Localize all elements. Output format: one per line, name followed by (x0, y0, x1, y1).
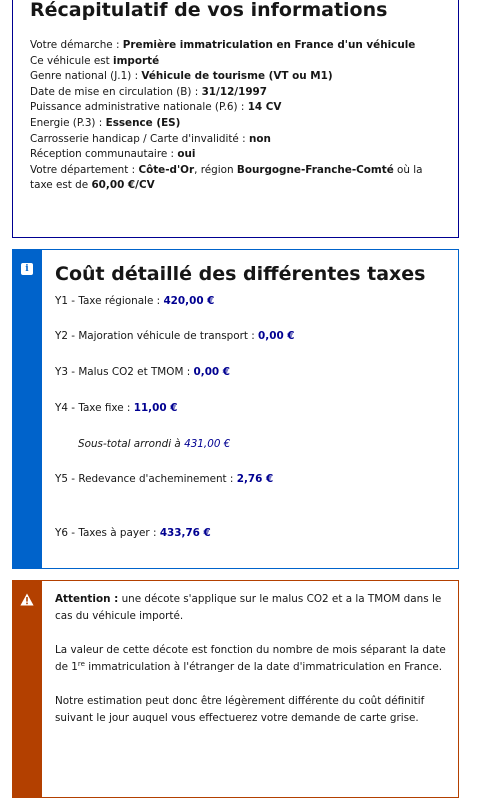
tax-row-y4: Y4 - Taxe fixe : 11,00 € (55, 402, 178, 414)
subtotal-row: Sous-total arrondi à 431,00 € (78, 438, 231, 450)
demarche-line: Votre démarche : Première immatriculation en France d'un véhicule (30, 39, 416, 51)
warning-panel (12, 580, 459, 798)
warning-band (12, 580, 42, 798)
region-value: Bourgogne-Franche-Comté (236, 163, 394, 176)
warning-paragraph-3: Notre estimation peut donc être légèrement différente du coût définitif suivant le jour auquel vous effectuerez votre demande de carte grise. (55, 695, 425, 724)
tax-rate-value: 60,00 €/CV (91, 179, 155, 192)
handicap-line: Carrosserie handicap / Carte d'invalidité : non (30, 132, 271, 145)
warning-paragraph-1: Attention : une décote s'applique sur le malus CO2 et a la TMOM dans le cas du véhicule importé. (55, 593, 442, 622)
departement-value: Côte-d'Or (138, 163, 195, 176)
tax-detail-title: Coût détaillé des différentes taxes (55, 263, 426, 285)
tax-row-y6: Y6 - Taxes à payer : 433,76 € (55, 527, 211, 539)
tax-detail-panel (12, 249, 459, 569)
summary-panel (12, 0, 459, 238)
tax-value-y1: 420,00 € (163, 295, 215, 307)
info-band (12, 249, 42, 569)
tax-value-y4: 11,00 € (133, 402, 178, 414)
tax-row-y3: Y3 - Malus CO2 et TMOM : 0,00 € (55, 366, 230, 378)
reception-line: Réception communautaire : oui (30, 148, 196, 161)
subtotal-value: 431,00 € (184, 438, 231, 450)
demarche-value: Première immatriculation en France d'un véhicule (122, 39, 416, 51)
attention-label: Attention : (55, 593, 119, 605)
tax-value-y5: 2,76 € (236, 473, 274, 485)
warning-paragraph-2: La valeur de cette décote est fonction du nombre de mois séparant la date de 1re immatriculation à l'étranger de la date d'immatriculation en France. (55, 644, 446, 673)
puissance-line: Puissance administrative nationale (P.6) : 14 CV (30, 101, 282, 114)
reception-value: oui (177, 148, 196, 161)
warning-icon (20, 593, 34, 606)
tax-value-y2: 0,00 € (258, 330, 295, 342)
date-value: 31/12/1997 (201, 85, 268, 98)
tax-row-y5: Y5 - Redevance d'acheminement : 2,76 € (55, 473, 274, 485)
tax-value-y6: 433,76 € (159, 527, 211, 539)
genre-value: Véhicule de tourisme (VT ou M1) (141, 70, 333, 83)
info-icon: i (21, 263, 33, 275)
handicap-value: non (248, 132, 271, 145)
energie-line: Energie (P.3) : Essence (ES) (30, 116, 181, 129)
puissance-value: 14 CV (247, 101, 282, 114)
date-line: Date de mise en circulation (B) : 31/12/1997 (30, 85, 268, 98)
departement-line: Votre département : Côte-d'Or, région Bourgogne-Franche-Comté où la taxe est de 60,00 €/CV (30, 163, 423, 192)
tax-row-y2: Y2 - Majoration véhicule de transport : 0,00 € (55, 330, 295, 342)
warning-text (55, 591, 455, 744)
energie-value: Essence (ES) (105, 116, 181, 129)
vehicle-status-line: Ce véhicule est importé (30, 54, 160, 67)
tax-value-y3: 0,00 € (193, 366, 230, 378)
summary-title: Récapitulatif de vos informations (30, 0, 388, 21)
vehicle-status-value: importé (113, 54, 160, 67)
genre-line: Genre national (J.1) : Véhicule de tourisme (VT ou M1) (30, 70, 333, 83)
tax-row-y1: Y1 - Taxe régionale : 420,00 € (55, 295, 215, 307)
